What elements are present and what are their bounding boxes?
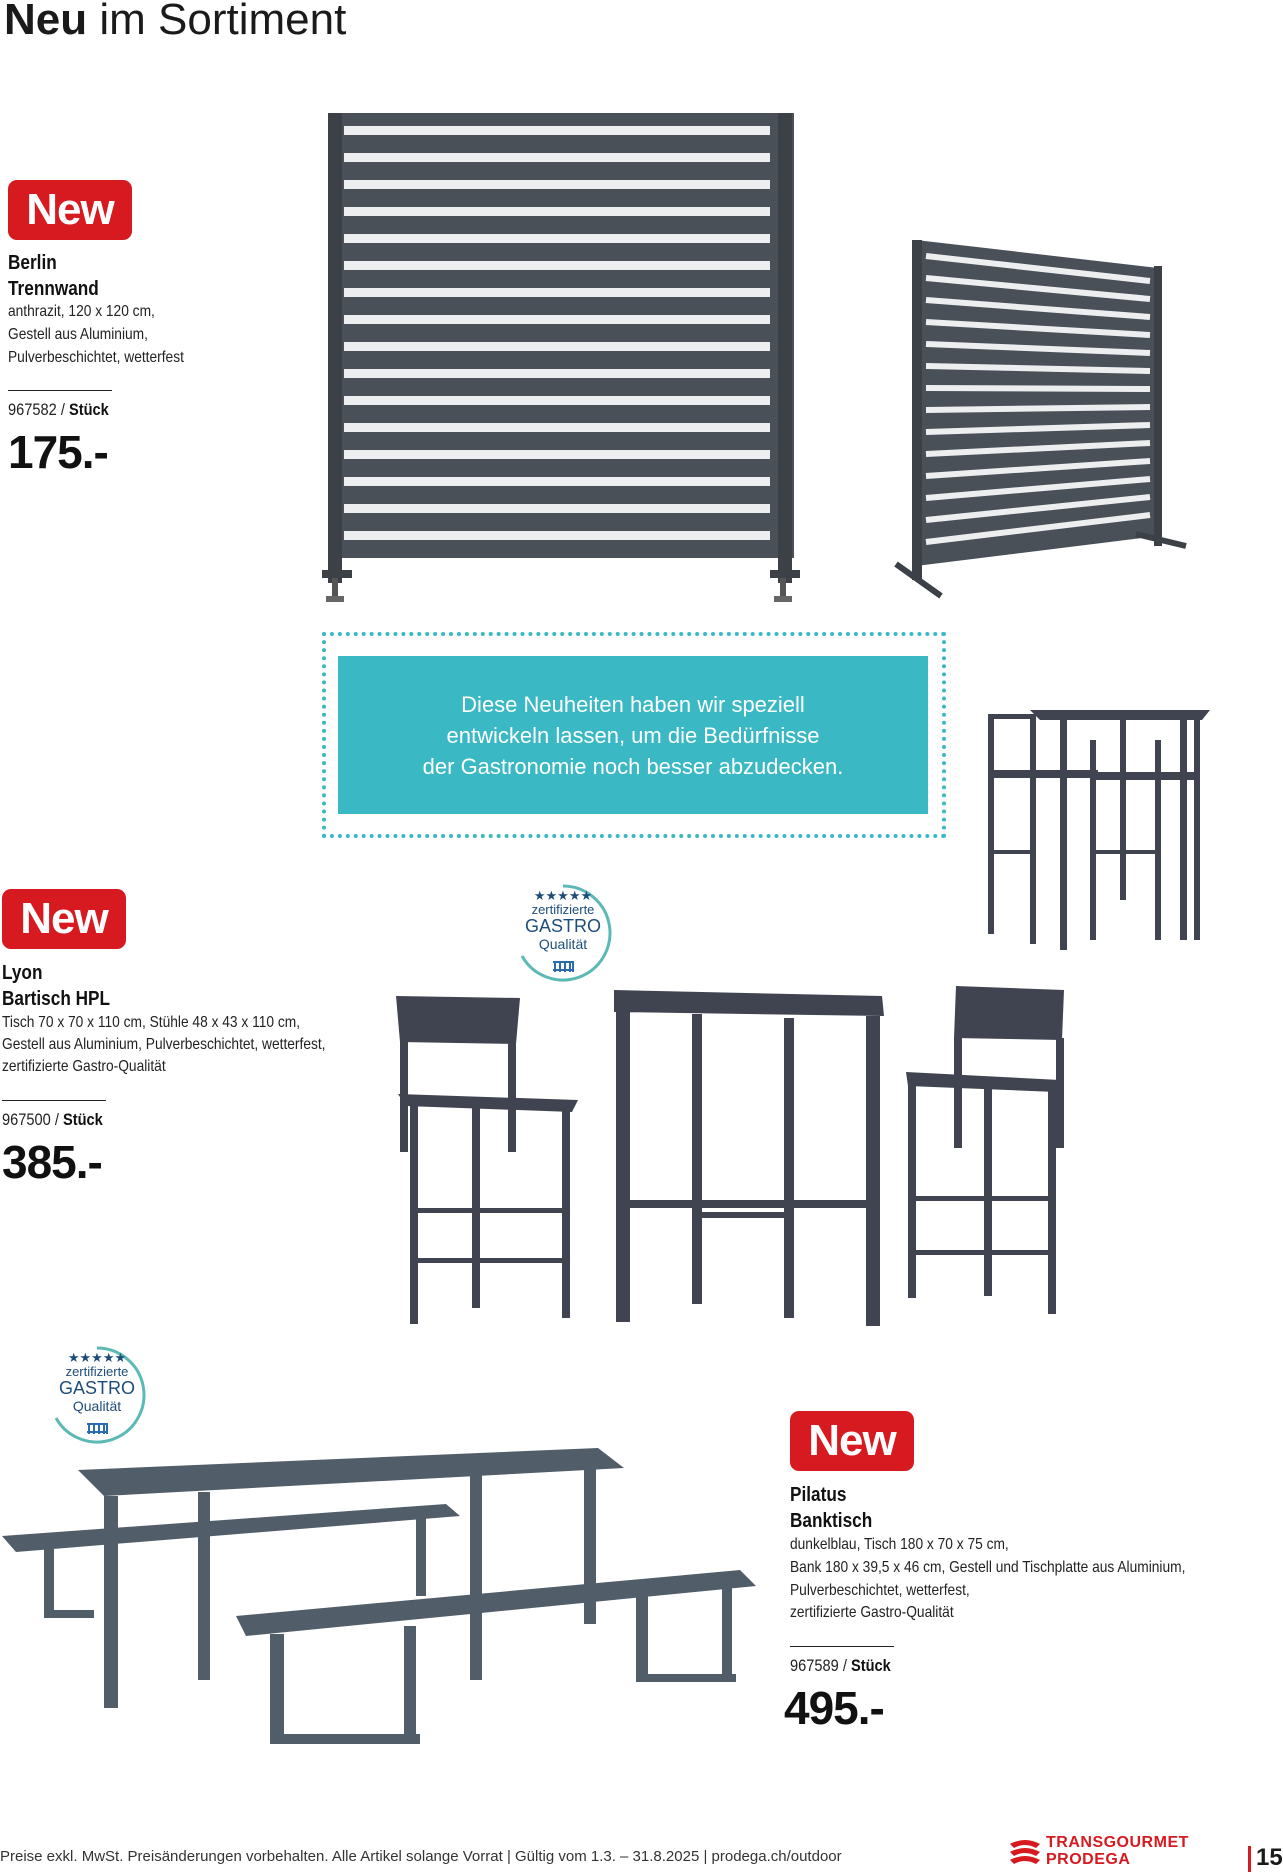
product-name: Berlin	[8, 252, 57, 274]
footer-note: Preise exkl. MwSt. Preisänderungen vorbehalten. Alle Artikel solange Vorrat | Gültig vom 1.3. – 31.8.2025 | prodega.ch/outdoor	[0, 1848, 842, 1865]
new-badge: New	[2, 889, 126, 949]
product-desc-line: anthrazit, 120 x 120 cm,	[8, 303, 155, 320]
seal-line: GASTRO	[58, 1378, 135, 1398]
product-name: Lyon	[2, 962, 43, 984]
transgourmet-logo	[1008, 1834, 1198, 1870]
info-line: Diese Neuheiten haben wir speziell	[461, 691, 805, 717]
info-line: entwickeln lassen, um die Bedürfnisse	[446, 722, 820, 748]
logo-mark-icon	[1008, 1836, 1042, 1866]
product-desc-line: zertifizierte Gastro-Qualität	[790, 1604, 954, 1621]
bench-table-image	[0, 1440, 760, 1750]
separator	[790, 1646, 894, 1647]
price: 385.-	[2, 1136, 102, 1188]
product-desc-line: Pulverbeschichtet, wetterfest	[8, 349, 184, 366]
page-number-bar	[1248, 1846, 1251, 1872]
seal-line: Qualität	[72, 1398, 122, 1414]
partition-front-image	[318, 108, 804, 608]
seal-line: GASTRO	[524, 916, 601, 936]
info-line: der Gastronomie noch besser abzudecken.	[422, 753, 844, 779]
article-number: 967582 / Stück	[8, 400, 109, 419]
seal-line: Qualität	[538, 936, 588, 952]
page-title: Neu im Sortiment	[4, 0, 347, 44]
article-number: 967589 / Stück	[790, 1656, 891, 1675]
product-type: Trennwand	[8, 278, 99, 300]
article-number: 967500 / Stück	[2, 1110, 103, 1129]
price: 495.-	[784, 1682, 884, 1734]
page-number: 15	[1256, 1844, 1283, 1871]
logo-line: PRODEGA	[1046, 1851, 1131, 1868]
info-box	[338, 656, 928, 814]
new-badge: New	[790, 1411, 914, 1471]
gastro-quality-seal	[508, 878, 618, 988]
product-desc-line: dunkelblau, Tisch 180 x 70 x 75 cm,	[790, 1536, 1009, 1553]
seal-line: zertifizierte	[65, 1364, 129, 1379]
seal-line: zertifizierte	[531, 902, 595, 917]
svg-text:★★★★★: ★★★★★	[67, 1351, 127, 1366]
separator	[2, 1100, 106, 1101]
bar-set-small-image	[980, 700, 1212, 954]
product-desc-line: Tisch 70 x 70 x 110 cm, Stühle 48 x 43 x 110 cm,	[2, 1014, 301, 1031]
product-type: Banktisch	[790, 1510, 873, 1532]
bar-set-main-image	[392, 982, 1072, 1362]
separator	[8, 390, 112, 391]
product-type: Bartisch HPL	[2, 988, 111, 1010]
gastro-quality-seal	[42, 1340, 152, 1450]
svg-text:★★★★★: ★★★★★	[533, 889, 593, 904]
product-desc-line: Bank 180 x 39,5 x 46 cm, Gestell und Tischplatte aus Aluminium,	[790, 1559, 1186, 1576]
product-desc-line: Gestell aus Aluminium,	[8, 326, 148, 343]
product-name: Pilatus	[790, 1484, 847, 1506]
product-desc-line: Pulverbeschichtet, wetterfest,	[790, 1582, 970, 1599]
product-desc-line: zertifizierte Gastro-Qualität	[2, 1058, 166, 1075]
logo-line: TRANSGOURMET	[1046, 1834, 1189, 1851]
product-desc-line: Gestell aus Aluminium, Pulverbeschichtet, wetterfest,	[2, 1036, 326, 1053]
new-badge: New	[8, 180, 132, 240]
price: 175.-	[8, 426, 108, 478]
partition-angled-image	[896, 236, 1196, 598]
